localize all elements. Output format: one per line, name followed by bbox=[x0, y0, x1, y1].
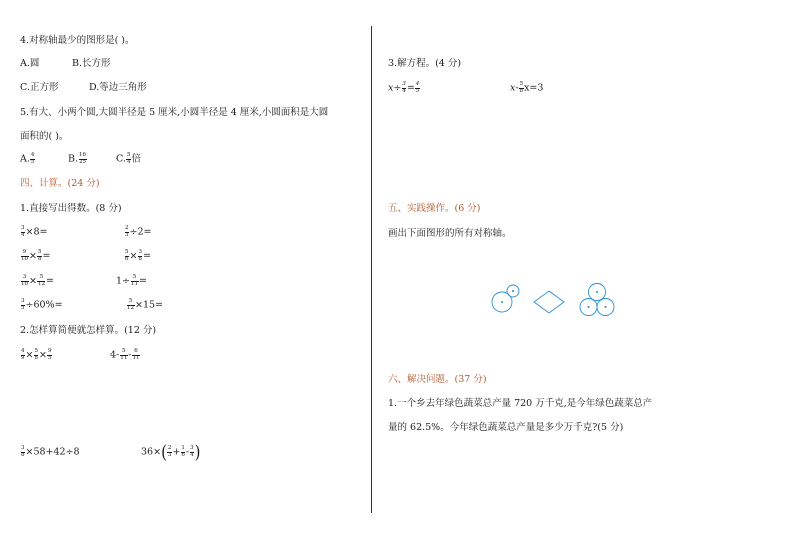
calc-2-title: 2.怎样算简便就怎样算。(12 分) bbox=[20, 325, 157, 336]
calc-2-expr-1: $\frac{4}{9}$ × $\frac{5}{8}$ × $\frac{9}{5}$ bbox=[21, 348, 52, 361]
rhombus-figure bbox=[534, 291, 564, 313]
equation-2: x- $\frac{5}{8}$ x=3 bbox=[510, 81, 544, 94]
q5-option-b: B. $\frac{16}{25}$ bbox=[68, 152, 87, 165]
q5-option-c: C. $\frac{5}{4}$ 倍 bbox=[116, 152, 141, 165]
two-circles-figure bbox=[492, 285, 519, 312]
equation-1: x÷ $\frac{3}{4}$ = $\frac{4}{5}$ bbox=[388, 81, 420, 94]
calc-1-expr-6: 1÷ $\frac{5}{11}$ = bbox=[116, 274, 147, 287]
calc-1-expr-8: $\frac{5}{12}$ ×15= bbox=[127, 298, 164, 311]
q5-line2: 面积的( )。 bbox=[20, 131, 69, 142]
calc-1-expr-7: $\frac{3}{5}$ ÷60%= bbox=[21, 298, 63, 311]
q4-option-d: D.等边三角形 bbox=[89, 82, 147, 93]
calc-1-expr-2: $\frac{2}{3}$ ÷2= bbox=[125, 225, 152, 238]
equation-title: 3.解方程。(4 分) bbox=[388, 58, 462, 69]
calc-1-expr-4: $\frac{5}{6}$ × $\frac{3}{8}$ = bbox=[125, 249, 151, 262]
calc-2-expr-4: 36×( $\frac{2}{3}$ + $\frac{1}{6}$ - $\frac{3}{4}$ ) bbox=[141, 440, 201, 463]
calc-1-expr-5: $\frac{3}{10}$ × $\frac{5}{12}$ = bbox=[21, 274, 54, 287]
symmetry-figures bbox=[480, 275, 630, 325]
section-4-title: 四、计算。(24 分) bbox=[20, 178, 100, 189]
section-5-instruction: 画出下面图形的所有对称轴。 bbox=[388, 228, 512, 239]
three-circles-figure bbox=[580, 284, 614, 316]
q4-text: 4.对称轴最少的图形是( )。 bbox=[20, 35, 135, 46]
q4-option-a: A.圆 bbox=[20, 58, 40, 69]
calc-1-title: 1.直接写出得数。(8 分) bbox=[20, 203, 122, 214]
calc-2-expr-2: 4- $\frac{5}{11}$ - $\frac{6}{11}$ bbox=[110, 348, 140, 361]
q4-option-b: B.长方形 bbox=[72, 58, 111, 69]
calc-1-expr-3: $\frac{9}{10}$ × $\frac{5}{8}$ = bbox=[21, 249, 51, 262]
column-divider bbox=[371, 26, 372, 513]
q5-option-a: A. $\frac{4}{5}$ bbox=[20, 152, 35, 165]
problem-1-line1: 1.一个乡去年绿色蔬菜总产量 720 万千克,是今年绿色蔬菜总产 bbox=[388, 398, 653, 409]
section-5-title: 五、实践操作。(6 分) bbox=[388, 203, 481, 214]
problem-1-line2: 量的 62.5%。今年绿色蔬菜总产量是多少万千克?(5 分) bbox=[388, 422, 624, 433]
q5-line1: 5.有大、小两个圆,大圆半径是 5 厘米,小圆半径是 4 厘米,小圆面积是大圆 bbox=[20, 107, 329, 118]
section-6-title: 六、解决问题。(37 分) bbox=[388, 374, 487, 385]
calc-1-expr-1: $\frac{3}{4}$ ×8= bbox=[21, 225, 48, 238]
q4-option-c: C.正方形 bbox=[20, 82, 59, 93]
calc-2-expr-3: $\frac{3}{8}$ ×58+42÷8 bbox=[21, 445, 80, 458]
